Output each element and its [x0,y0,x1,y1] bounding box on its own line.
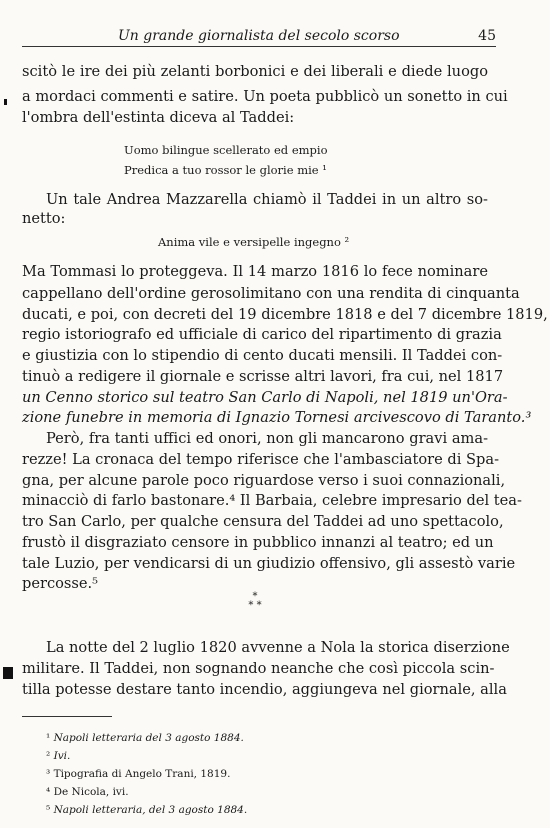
footnote-number: ³ [46,768,51,780]
footnote-text: Tipografia di Angelo Trani, 1819. [53,768,231,780]
text-line: militare. Il Taddei, non sognando neanche che così piccola scin- [22,660,495,677]
text-line: netto: [22,210,66,227]
text-line: scitò le ire dei più zelanti borbonici e dei liberali e diede luogo [22,63,488,80]
footnote-text: Napoli letteraria del 3 agosto 1884. [53,732,244,744]
footnote [46,782,129,802]
footnote-text: Napoli letteraria, del 3 agosto 1884. [53,804,248,816]
text-line: regio istoriografo ed ufficiale di carico del ripartimento di grazia [22,326,502,343]
footnote-number: ⁵ [46,804,51,816]
text-line: tale Luzio, per vendicarsi di un giudizio offensivo, gli assestò varie [22,555,516,572]
text-line: Ma Tommasi lo proteggeva. Il 14 marzo 1816 lo fece nominare [22,263,488,280]
footnote-text: Ivi. [53,750,71,762]
running-title: Un grande giornalista del secolo scorso [118,28,400,44]
text-line: percosse.⁵ [22,575,99,592]
margin-mark [4,99,7,105]
footnote [46,764,230,784]
page-number: 45 [478,28,496,44]
text-line: tinuò a redigere il giornale e scrisse altri lavori, fra cui, nel 1817 [22,368,504,385]
text-line: rezze! La cronaca del tempo riferisce che l'ambasciatore di Spa- [22,451,500,468]
text-line: e giustizia con lo stipendio di cento ducati mensili. Il Taddei con- [22,347,503,364]
footnote [46,746,70,766]
text-line: tro San Carlo, per qualche censura del Taddei ad uno spettacolo, [22,513,504,530]
text-line: cappellano dell'ordine gerosolimitano con una rendita di cinquanta [22,285,520,302]
text-line: frustò il disgraziato censore in pubblico innanzi al teatro; ed un [22,534,494,551]
text-line: Un tale Andrea Mazzarella chiamò il Taddei in un altro so- [46,191,488,208]
footnote-number: ¹ [46,732,51,744]
text-line: minacciò di farlo bastonare.⁴ Il Barbaia, celebre impresario del tea- [22,492,522,509]
text-line: a mordaci commenti e satire. Un poeta pubblicò un sonetto in cui [22,88,508,105]
footnote-rule [22,716,112,717]
text-line: Però, fra tanti uffici ed onori, non gli mancarono gravi ama- [46,430,488,447]
verse-line: Predica a tuo rossor le glorie mie ¹ [124,163,327,177]
margin-mark [3,667,13,679]
text-line: l'ombra dell'estinta diceva al Taddei: [22,109,295,126]
footnote-text: De Nicola, ivi. [53,786,129,798]
footnote-number: ² [46,750,51,762]
text-line: un Cenno storico sul teatro San Carlo di Napoli, nel 1819 un'Ora- [22,389,508,406]
section-separator: * * * [248,591,262,611]
footnote [46,800,247,820]
text-line: zione funebre in memoria di Ignazio Tornesi arcivescovo di Taranto.³ [22,409,532,426]
running-header [22,26,496,47]
verse-line: Uomo bilingue scellerato ed empio [124,143,328,157]
text-line: La notte del 2 luglio 1820 avvenne a Nola la storica diserzione [46,639,510,656]
footnote-number: ⁴ [46,786,51,798]
text-line: tilla potesse destare tanto incendio, aggiungeva nel giornale, alla [22,681,507,698]
verse-line: Anima vile e versipelle ingegno ² [158,235,350,249]
text-line: ducati, e poi, con decreti del 19 dicembre 1818 e del 7 dicembre 1819, [22,306,548,323]
footnote [46,728,244,748]
text-line: gna, per alcune parole poco riguardose verso i suoi connazionali, [22,472,506,489]
